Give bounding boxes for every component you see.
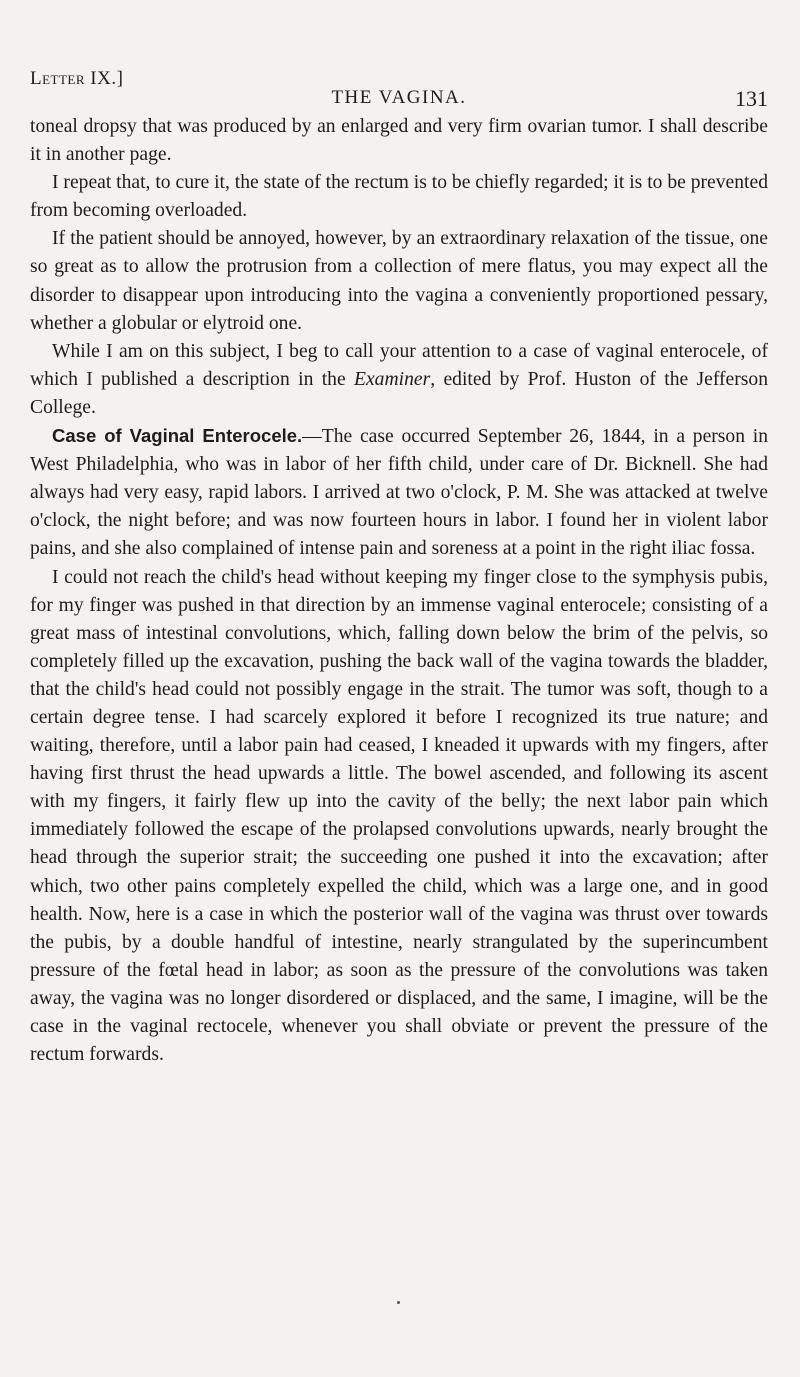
paragraph-text: , edited by Prof. Huston of the Jefferson College.	[30, 368, 768, 418]
running-head	[30, 62, 768, 111]
journal-title: Examiner	[354, 368, 431, 390]
paragraph-text: While I am on this subject, I beg to call your attention to a case of vaginal enterocele, of which I published a description in the	[30, 340, 768, 390]
case-heading: Case of Vaginal Enterocele.	[52, 425, 303, 447]
paragraph-text: —The case occurred September 26, 1844, in a person in West Philadelphia, who was in labor of her fifth child, under care of Dr. Bicknell. She had always had very easy, rapid labors. I arrived at two o'clock, P. M. She was attacked at twelve o'clock, the night before; and was now fourteen hours in labor. I found her in violent labor pains, and she also complained of intense pain and soreness at a point in the right iliac fossa.	[30, 426, 768, 560]
paragraph: If the patient should be annoyed, however, by an extraordinary relaxation of the tissue, one so great as to allow the protrusion from a collection of mere flatus, you may expect all the disorder to disappear upon introducing into the vagina a conveniently proportioned pessary, whether a globular or elytroid one.	[30, 228, 768, 334]
chapter-reference: Letter IX.]	[30, 68, 124, 89]
paragraph-continued: toneal dropsy that was produced by an enlarged and very firm ovarian tumor. I shall describe it in another page.	[30, 116, 768, 166]
case-paragraph	[30, 422, 768, 563]
paragraph	[30, 338, 768, 422]
paragraph: I could not reach the child's head without keeping my finger close to the symphysis pubis, for my finger was pushed in that direction by an immense vaginal enterocele; consisting of a great mass of intestinal convolutions, which, falling down below the brim of the pelvis, so completely filled up the excavation, pushing the back wall of the vagina towards the bladder, that the child's head could not possibly engage in the strait. The tumor was soft, though to a certain degree tense. I had scarcely explored it before I recognized its true nature; and waiting, therefore, until a labor pain had ceased, I kneaded it upwards with my fingers, after having first thrust the head upwards a little. The bowel ascended, and following its ascent with my fingers, it fairly flew up into the cavity of the belly; the next labor pain which immediately followed the escape of the prolapsed convolutions upwards, nearly brought the head through the superior strait; the succeeding one pushed it into the excavation; after which, two other pains completely expelled the child, which was a large one, and in good health. Now, here is a case in which the posterior wall of the vagina was thrust over towards the pubis, by a double handful of intestine, nearly strangulated by the superincumbent pressure of the fœtal head in labor; as soon as the pressure of the convolutions was taken away, the vagina was no longer disordered or displaced, and the same, I imagine, will be the case in the vaginal rectocele, whenever you shall obviate or prevent the pressure of the rectum forwards.	[30, 566, 768, 1066]
page-title: THE VAGINA.	[331, 87, 467, 108]
page-number: 131	[735, 86, 768, 111]
body-text	[30, 113, 768, 1069]
paragraph: I repeat that, to cure it, the state of the rectum is to be chiefly regarded; it is to be prevented from becoming overloaded.	[30, 172, 768, 222]
page-mark	[397, 1301, 400, 1304]
